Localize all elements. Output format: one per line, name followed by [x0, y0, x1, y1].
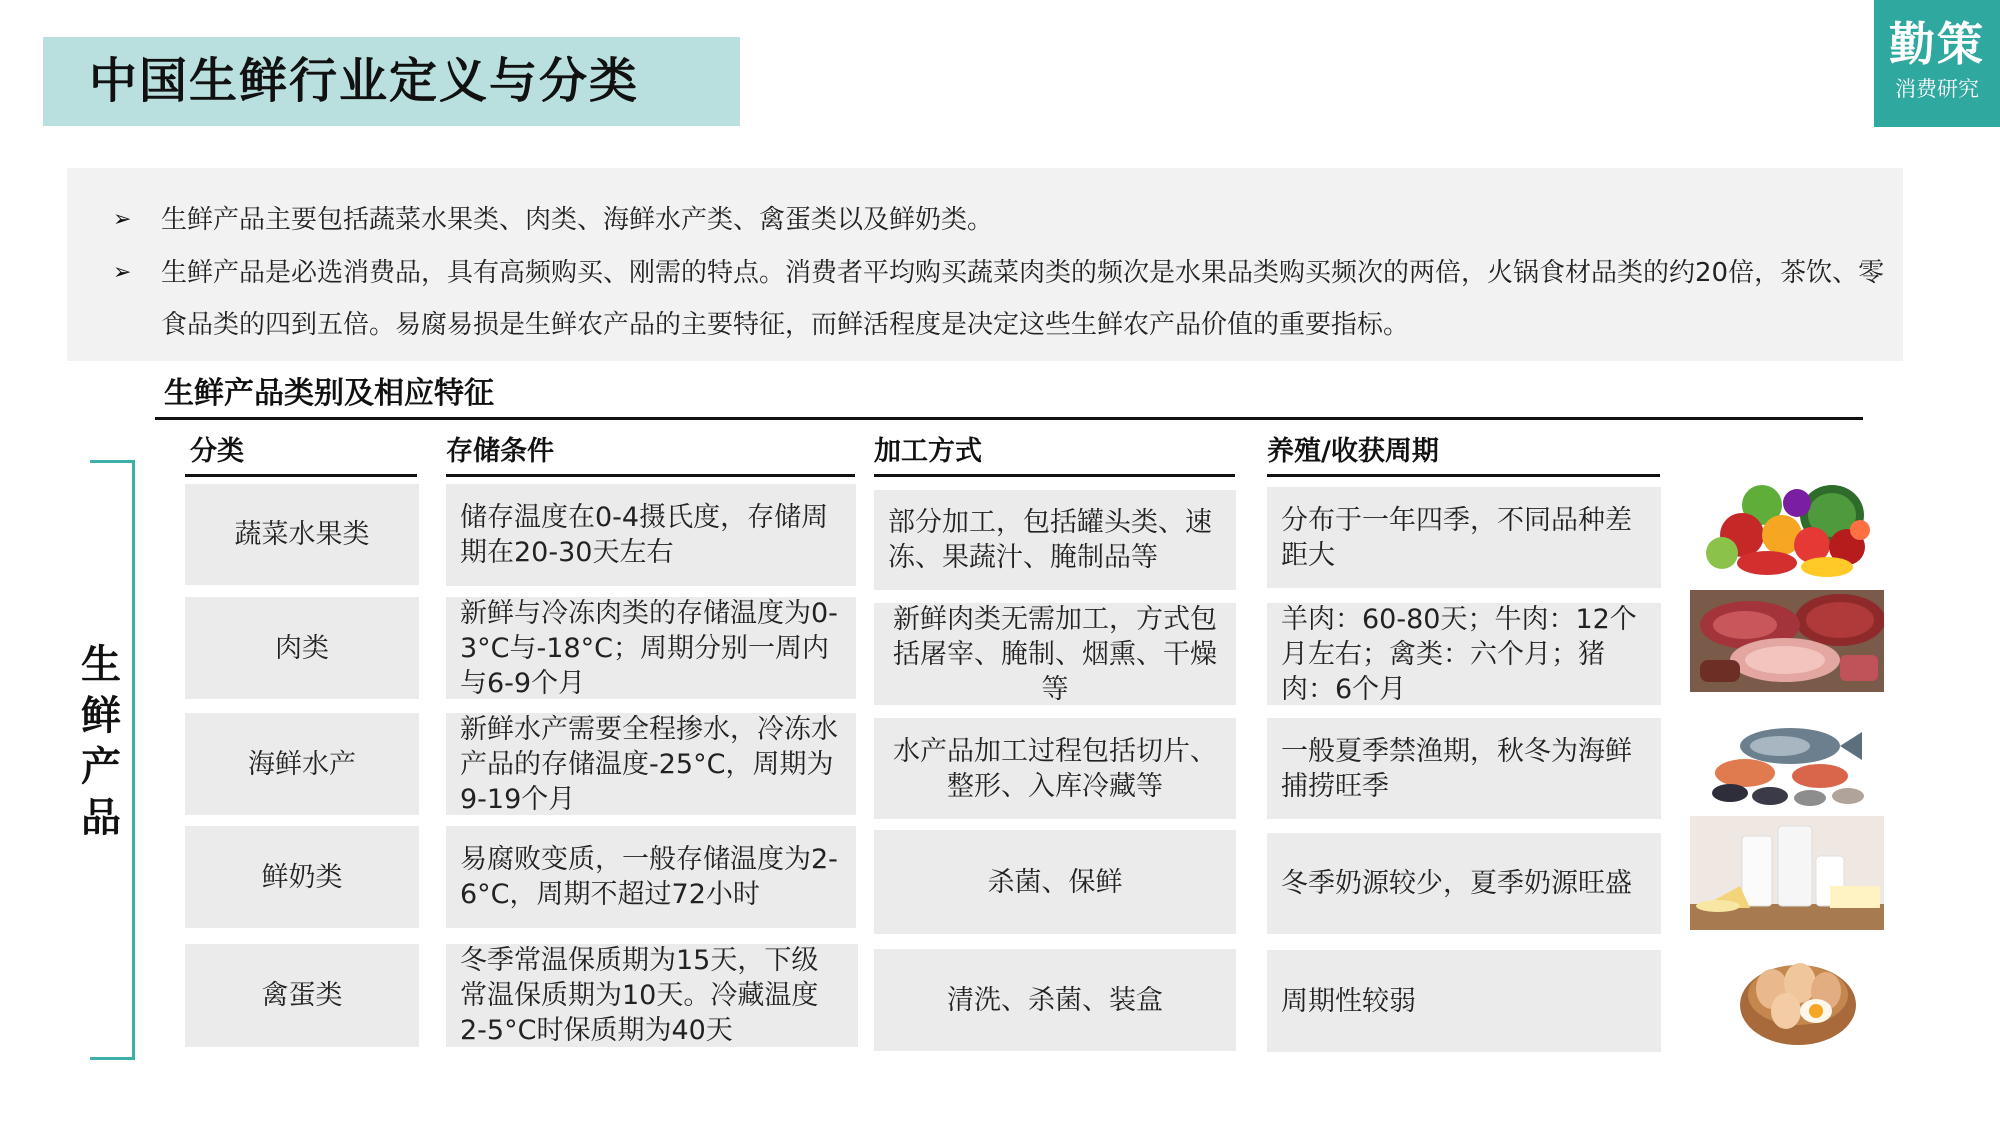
- intro-box: [67, 168, 1903, 361]
- table-cell-cycle: 周期性较弱: [1267, 950, 1661, 1052]
- logo-sub-text: 消费研究: [1895, 77, 1979, 101]
- column-header-rule: [1267, 474, 1660, 477]
- intro-bullet-text: 生鲜产品主要包括蔬菜水果类、肉类、海鲜水产类、禽蛋类以及鲜奶类。: [161, 205, 994, 235]
- eggs-basket-photo: [1736, 945, 1860, 1049]
- column-header-category: 分类: [190, 436, 244, 467]
- intro-bullet-text: 生鲜产品是必选消费品，具有高频购买、刚需的特点。消费者平均购买蔬菜肉类的频次是水果品类购买频次的两倍，火锅食材品类的约20倍，茶饮、零食品类的四到五倍。易腐易损是生鲜农产品的主要特征，而鲜活程度是决定这些生鲜农产品价值的重要指标。: [161, 258, 1885, 340]
- logo-main-text: 勤策: [1889, 17, 1985, 71]
- table-cell-category: 海鲜水产: [185, 713, 419, 815]
- column-header-processing: 加工方式: [874, 436, 982, 467]
- table-cell-storage: 新鲜水产需要全程掺水，冷冻水产品的存储温度-25°C，周期为9-19个月: [446, 713, 856, 815]
- intro-bullet: [113, 247, 1901, 351]
- table-cell-cycle: 一般夏季禁渔期，秋冬为海鲜捕捞旺季: [1267, 718, 1661, 819]
- brand-logo: [1874, 0, 2000, 127]
- column-header-rule: [185, 474, 417, 477]
- meat-photo: [1690, 590, 1884, 692]
- table-cell-storage: 新鲜与冷冻肉类的存储温度为0-3°C与-18°C；周期分别一周内与6-9个月: [446, 597, 856, 699]
- table-cell-processing: 部分加工，包括罐头类、速冻、果蔬汁、腌制品等: [874, 490, 1236, 590]
- table-cell-storage: 易腐败变质，一般存储温度为2-6°C，周期不超过72小时: [446, 826, 856, 928]
- table-cell-storage: 冬季常温保质期为15天，下级常温保质期为10天。冷藏温度2-5°C时保质期为40天: [446, 944, 858, 1047]
- table-cell-cycle: 羊肉：60-80天；牛肉：12个月左右；禽类：六个月；猪肉：6个月: [1267, 603, 1661, 705]
- table-cell-category: 肉类: [185, 597, 419, 699]
- vegetables-fruits-photo: [1702, 475, 1874, 580]
- section-title: 生鲜产品类别及相应特征: [164, 376, 494, 411]
- section-divider: [155, 417, 1863, 420]
- title-banner: [43, 37, 740, 126]
- column-header-cycle: 养殖/收获周期: [1267, 436, 1439, 467]
- table-cell-category: 禽蛋类: [185, 944, 419, 1047]
- table-cell-cycle: 冬季奶源较少，夏季奶源旺盛: [1267, 833, 1661, 934]
- table-cell-category: 鲜奶类: [185, 826, 419, 928]
- column-header-rule: [446, 474, 855, 477]
- intro-bullet: [113, 194, 1901, 246]
- table-cell-storage: 储存温度在0-4摄氏度，存储周期在20-30天左右: [446, 484, 856, 586]
- table-cell-processing: 水产品加工过程包括切片、整形、入库冷藏等: [874, 718, 1236, 819]
- table-cell-category: 蔬菜水果类: [185, 484, 419, 585]
- table-cell-cycle: 分布于一年四季，不同品种差距大: [1267, 487, 1661, 588]
- column-header-storage: 存储条件: [446, 436, 554, 467]
- side-label: 生鲜产品: [81, 642, 121, 841]
- dairy-photo: [1690, 816, 1884, 930]
- table-cell-processing: 清洗、杀菌、装盒: [874, 949, 1236, 1051]
- seafood-photo: [1700, 718, 1870, 808]
- arrow-bullet-icon: ➢: [113, 260, 132, 285]
- page-title: 中国生鲜行业定义与分类: [89, 53, 640, 109]
- arrow-bullet-icon: ➢: [113, 207, 132, 232]
- table-cell-processing: 杀菌、保鲜: [874, 830, 1236, 934]
- column-header-rule: [874, 474, 1235, 477]
- table-cell-processing: 新鲜肉类无需加工，方式包括屠宰、腌制、烟熏、干燥等: [874, 603, 1236, 705]
